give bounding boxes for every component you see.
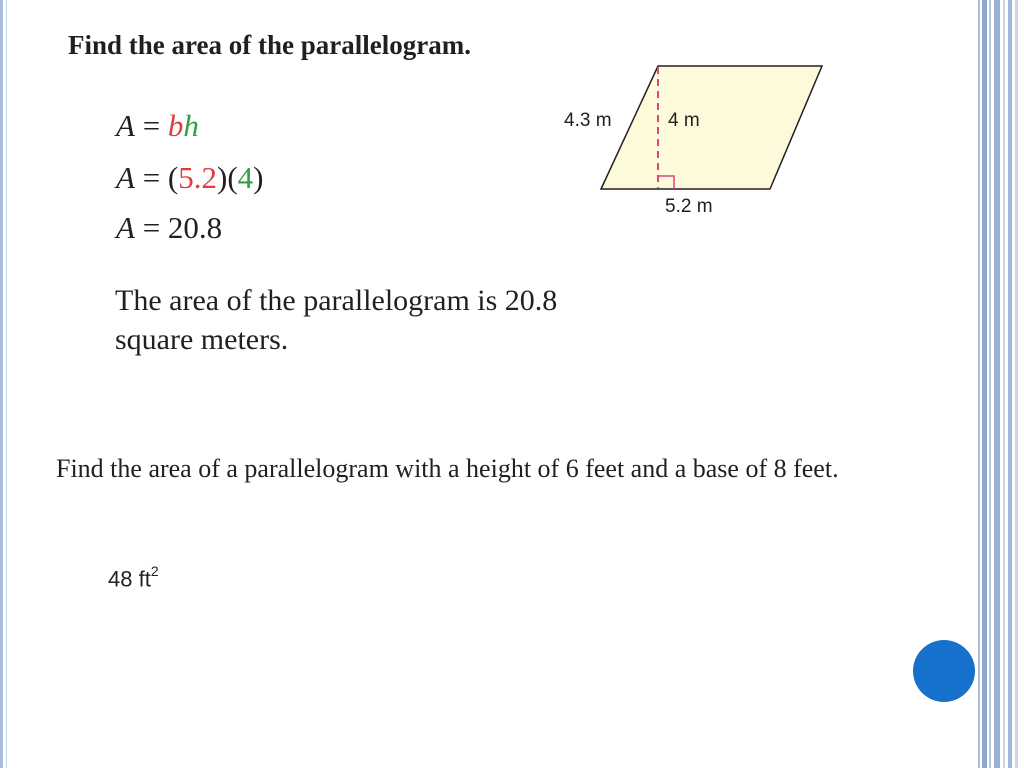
example-title: Find the area of the parallelogram.	[68, 30, 471, 60]
slide-left-border-inner	[6, 0, 7, 768]
paren: (	[167, 160, 179, 195]
area-variable: A	[116, 160, 135, 195]
practice-problem: Find the area of a parallelogram with a height of 6 feet and a base of 8 feet.	[56, 454, 839, 483]
substitution-line	[116, 160, 263, 196]
base-label: 5.2 m	[665, 196, 713, 217]
slide-right-border	[978, 0, 1024, 768]
area-variable: A	[116, 108, 135, 143]
equals-sign: =	[134, 108, 168, 143]
paren: )	[253, 160, 264, 195]
parallelogram-diagram	[560, 58, 840, 228]
result-line	[116, 210, 222, 246]
side-length-label: 4.3 m	[564, 110, 612, 131]
slide-nav-button[interactable]	[913, 640, 975, 702]
equals-sign: =	[134, 160, 168, 195]
result-value: = 20.8	[134, 210, 223, 245]
height-label: 4 m	[668, 110, 700, 131]
practice-answer	[108, 565, 159, 592]
area-variable: A	[116, 210, 135, 245]
answer-exponent: 2	[150, 563, 159, 579]
height-value: 4	[237, 160, 254, 195]
base-value: 5.2	[178, 160, 217, 195]
answer-value: 48 ft	[108, 566, 151, 592]
paren: )(	[217, 160, 238, 195]
height-variable: h	[183, 108, 199, 143]
example-conclusion: The area of the parallelogram is 20.8 square meters.	[115, 284, 558, 356]
parallelogram-shape	[601, 66, 822, 189]
slide-left-border	[0, 0, 3, 768]
formula-line	[116, 108, 199, 144]
base-variable: b	[167, 108, 184, 143]
